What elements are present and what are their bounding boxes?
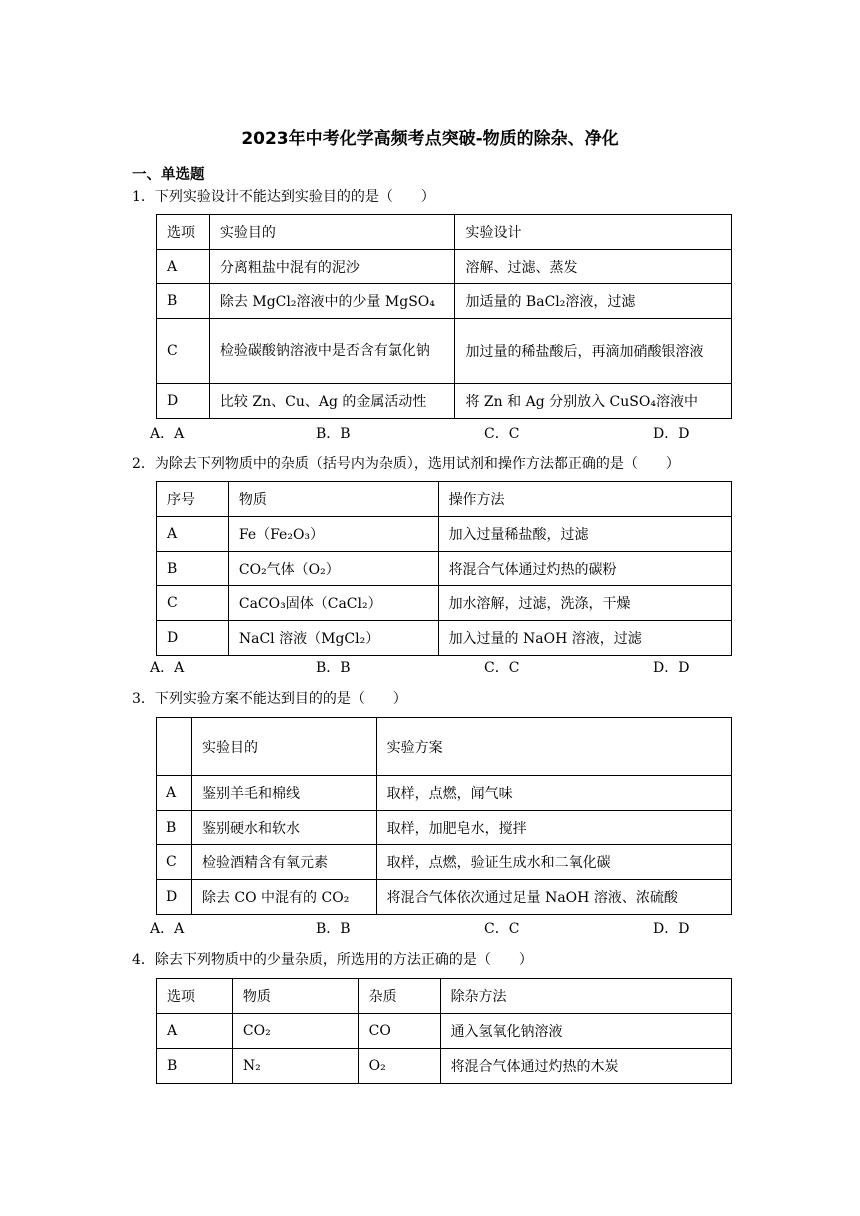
substance-cell: CaCO₃固体（CaCl₂） [228,586,438,621]
answer-option-a[interactable]: A．A [150,921,185,937]
option-cell: D [157,880,192,915]
design-cell: 加过量的稀盐酸后，再滴加硝酸银溶液 [455,319,732,384]
answer-option-c[interactable]: C．C [484,426,520,442]
substance-cell: Fe（Fe₂O₃） [228,517,438,552]
table-row [157,586,732,621]
question-4-table [156,978,732,1084]
header-cell: 除杂方法 [440,979,731,1014]
answer-option-c[interactable]: C．C [484,921,520,937]
answer-option-d[interactable]: D．D [653,921,690,937]
question-1-stem: 1．下列实验设计不能达到实验目的的是（ ） [132,189,435,205]
table-row [157,517,732,552]
method-cell: 加入过量稀盐酸，过滤 [438,517,731,552]
design-cell: 将 Zn 和 Ag 分别放入 CuSO₄溶液中 [455,384,732,419]
table-header-row [157,718,732,776]
method-cell: 将混合气体通过灼热的碳粉 [438,552,731,586]
purpose-cell: 比较 Zn、Cu、Ag 的金属活动性 [209,384,455,419]
plan-cell: 将混合气体依次通过足量 NaOH 溶液、浓硫酸 [376,880,731,915]
option-cell: C [157,319,210,384]
table-row [157,621,732,656]
table-row [157,384,732,419]
table-row [157,845,732,880]
substance-cell: N₂ [232,1049,358,1084]
option-cell: A [157,1014,233,1049]
table-row [157,319,732,384]
table-row [157,811,732,845]
header-cell: 选项 [157,979,233,1014]
answer-option-a[interactable]: A．A [150,426,185,442]
answer-option-b[interactable]: B．B [316,426,351,442]
option-cell: B [157,284,210,319]
answer-option-d[interactable]: D．D [653,426,690,442]
design-cell: 溶解、过滤、蒸发 [455,250,732,284]
option-cell: A [157,250,210,284]
purpose-cell: 分离粗盐中混有的泥沙 [209,250,455,284]
purpose-cell: 检验酒精含有氧元素 [191,845,376,880]
design-cell: 加适量的 BaCl₂溶液，过滤 [455,284,732,319]
option-cell: C [157,586,229,621]
answer-option-b[interactable]: B．B [316,660,351,676]
section-heading: 一、单选题 [132,167,205,183]
option-cell: C [157,845,192,880]
purpose-cell: 鉴别硬水和软水 [191,811,376,845]
header-cell: 实验目的 [209,215,455,250]
substance-cell: NaCl 溶液（MgCl₂） [228,621,438,656]
header-cell: 操作方法 [438,482,731,517]
table-header-row [157,482,732,517]
table-header-row [157,215,732,250]
header-cell: 实验方案 [376,718,731,776]
option-cell: B [157,552,229,586]
table-row [157,776,732,811]
answer-option-a[interactable]: A．A [150,660,185,676]
question-2-stem: 2．为除去下列物质中的杂质（括号内为杂质），选用试剂和操作方法都正确的是（ ） [132,456,680,472]
plan-cell: 取样，加肥皂水，搅拌 [376,811,731,845]
answer-option-d[interactable]: D．D [653,660,690,676]
header-cell: 序号 [157,482,229,517]
table-row [157,250,732,284]
header-cell [157,718,192,776]
substance-cell: CO₂气体（O₂） [228,552,438,586]
purpose-cell: 鉴别羊毛和棉线 [191,776,376,811]
method-cell: 将混合气体通过灼热的木炭 [440,1049,731,1084]
answer-option-c[interactable]: C．C [484,660,520,676]
purpose-cell: 检验碳酸钠溶液中是否含有氯化钠 [209,319,455,384]
impurity-cell: O₂ [358,1049,440,1084]
header-cell: 实验目的 [191,718,376,776]
header-cell: 物质 [232,979,358,1014]
answer-option-b[interactable]: B．B [316,921,351,937]
question-4-stem: 4．除去下列物质中的少量杂质，所选用的方法正确的是（ ） [132,952,533,968]
table-row [157,552,732,586]
table-row [157,1049,732,1084]
option-cell: D [157,384,210,419]
page-title: 2023年中考化学高频考点突破-物质的除杂、净化 [241,129,619,149]
substance-cell: CO₂ [232,1014,358,1049]
option-cell: A [157,517,229,552]
header-cell: 选项 [157,215,210,250]
option-cell: B [157,1049,233,1084]
table-header-row [157,979,732,1014]
purpose-cell: 除去 MgCl₂溶液中的少量 MgSO₄ [209,284,455,319]
plan-cell: 取样，点燃，闻气味 [376,776,731,811]
option-cell: D [157,621,229,656]
option-cell: A [157,776,192,811]
impurity-cell: CO [358,1014,440,1049]
method-cell: 加水溶解，过滤，洗涤，干燥 [438,586,731,621]
question-3-table [156,717,732,915]
table-row [157,284,732,319]
method-cell: 加入过量的 NaOH 溶液，过滤 [438,621,731,656]
header-cell: 杂质 [358,979,440,1014]
plan-cell: 取样，点燃，验证生成水和二氧化碳 [376,845,731,880]
question-2-table [156,481,732,656]
table-row [157,1014,732,1049]
purpose-cell: 除去 CO 中混有的 CO₂ [191,880,376,915]
question-3-stem: 3．下列实验方案不能达到目的的是（ ） [132,691,407,707]
header-cell: 实验设计 [455,215,732,250]
option-cell: B [157,811,192,845]
table-row [157,880,732,915]
header-cell: 物质 [228,482,438,517]
method-cell: 通入氢氧化钠溶液 [440,1014,731,1049]
question-1-table [156,214,732,419]
